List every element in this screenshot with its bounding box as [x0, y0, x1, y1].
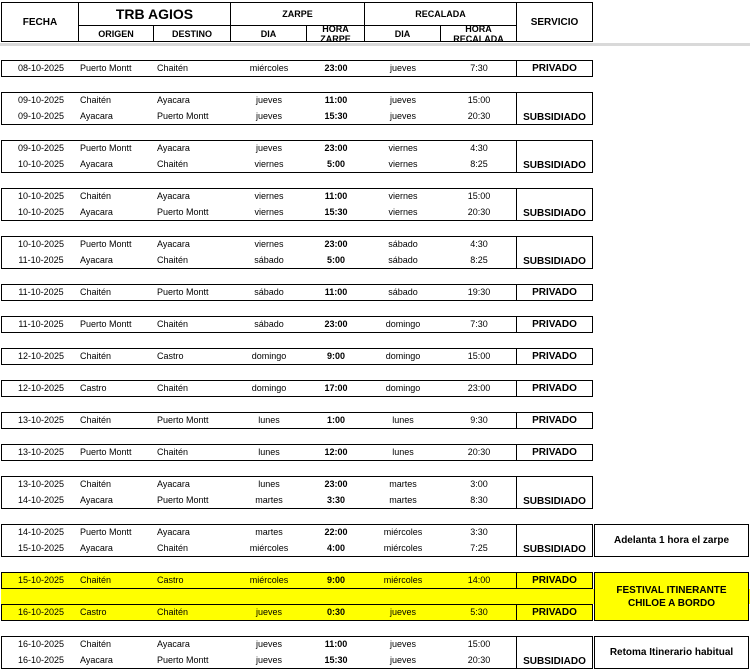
cell-fecha: 10-10-2025 — [17, 159, 65, 169]
cell-fecha: 16-10-2025 — [17, 655, 65, 665]
cell-recalada-dia: jueves — [389, 63, 416, 73]
cell-zarpe-hora: 23:00 — [324, 319, 348, 329]
cell-recalada-dia: lunes — [392, 447, 414, 457]
cell-zarpe-hora: 11:00 — [324, 95, 348, 105]
cell-origen: Chaitén — [80, 575, 112, 585]
cell-zarpe-dia: sábado — [254, 319, 284, 329]
cell-recalada-dia: viernes — [388, 191, 418, 201]
cell-fecha: 10-10-2025 — [17, 191, 65, 201]
cell-origen: Puerto Montt — [80, 527, 132, 537]
cell-fecha: 14-10-2025 — [17, 527, 65, 537]
cell-recalada-hora: 8:25 — [470, 159, 488, 169]
servicio-badge: SUBSIDIADO — [516, 92, 593, 125]
cell-fecha: 16-10-2025 — [17, 607, 65, 617]
cell-recalada-dia: miércoles — [383, 575, 423, 585]
cell-recalada-hora: 3:30 — [470, 527, 488, 537]
cell-recalada-hora: 9:30 — [470, 415, 488, 425]
servicio-badge: PRIVADO — [516, 60, 593, 77]
cell-origen: Ayacara — [80, 159, 113, 169]
cell-fecha: 16-10-2025 — [17, 639, 65, 649]
cell-recalada-hora: 7:25 — [470, 543, 488, 553]
cell-recalada-hora: 8:30 — [470, 495, 488, 505]
servicio-badge: PRIVADO — [516, 348, 593, 365]
cell-zarpe-hora: 11:00 — [324, 287, 348, 297]
cell-zarpe-hora: 5:00 — [326, 255, 345, 265]
cell-fecha: 10-10-2025 — [17, 207, 65, 217]
cell-zarpe-dia: miércoles — [249, 63, 289, 73]
cell-zarpe-hora: 15:30 — [324, 655, 348, 665]
cell-zarpe-dia: martes — [255, 527, 283, 537]
servicio-badge: PRIVADO — [516, 444, 593, 461]
cell-fecha: 09-10-2025 — [17, 111, 65, 121]
cell-zarpe-hora: 1:00 — [326, 415, 345, 425]
header-servicio-label: SERVICIO — [530, 16, 579, 28]
header-fecha — [1, 2, 79, 42]
servicio-badge: PRIVADO — [516, 284, 593, 301]
cell-origen: Chaitén — [80, 479, 112, 489]
cell-zarpe-hora: 15:30 — [324, 111, 348, 121]
cell-origen: Puerto Montt — [80, 239, 132, 249]
header-zarpe-hora — [306, 25, 365, 42]
cell-zarpe-dia: lunes — [258, 447, 280, 457]
cell-origen: Chaitén — [80, 639, 112, 649]
cell-fecha: 13-10-2025 — [17, 447, 65, 457]
header-fecha-label: FECHA — [22, 16, 58, 28]
cell-recalada-dia: sábado — [388, 255, 418, 265]
cell-recalada-hora: 15:00 — [467, 639, 491, 649]
header-recalada — [364, 2, 517, 26]
cell-zarpe-dia: martes — [255, 495, 283, 505]
cell-recalada-hora: 4:30 — [470, 143, 488, 153]
cell-recalada-dia: sábado — [388, 287, 418, 297]
header-zarpe — [230, 2, 365, 26]
cell-fecha: 09-10-2025 — [17, 95, 65, 105]
servicio-badge: SUBSIDIADO — [516, 188, 593, 221]
cell-fecha: 11-10-2025 — [18, 255, 64, 265]
cell-origen: Chaitén — [80, 351, 112, 361]
cell-zarpe-dia: jueves — [255, 143, 282, 153]
cell-recalada-hora: 19:30 — [467, 287, 491, 297]
cell-origen: Ayacara — [80, 543, 113, 553]
cell-zarpe-dia: lunes — [258, 479, 280, 489]
cell-recalada-dia: viernes — [388, 159, 418, 169]
cell-origen: Puerto Montt — [80, 63, 132, 73]
cell-destino: Ayacara — [157, 527, 190, 537]
cell-recalada-dia: viernes — [388, 143, 418, 153]
cell-recalada-dia: viernes — [388, 207, 418, 217]
header-separator — [0, 43, 750, 46]
cell-zarpe-hora: 3:30 — [326, 495, 345, 505]
cell-recalada-dia: jueves — [389, 95, 416, 105]
cell-fecha: 10-10-2025 — [17, 239, 65, 249]
cell-zarpe-hora: 0:30 — [326, 607, 345, 617]
cell-destino: Puerto Montt — [157, 495, 209, 505]
header-servicio — [516, 2, 593, 42]
cell-recalada-dia: sábado — [388, 239, 418, 249]
servicio-badge: SUBSIDIADO — [516, 140, 593, 173]
header-destino-label: DESTINO — [171, 28, 212, 39]
header-zarpe-hora-label: HORA ZARPE — [320, 23, 351, 44]
cell-fecha: 13-10-2025 — [17, 479, 65, 489]
cell-destino: Ayacara — [157, 479, 190, 489]
cell-recalada-hora: 20:30 — [467, 447, 491, 457]
cell-recalada-hora: 8:25 — [470, 255, 488, 265]
cell-zarpe-dia: domingo — [251, 351, 287, 361]
cell-origen: Puerto Montt — [80, 319, 132, 329]
servicio-badge: PRIVADO — [516, 604, 593, 621]
cell-origen: Chaitén — [80, 415, 112, 425]
header-destino — [153, 25, 231, 42]
servicio-badge: SUBSIDIADO — [516, 476, 593, 509]
cell-zarpe-dia: domingo — [251, 383, 287, 393]
cell-recalada-dia: domingo — [385, 351, 421, 361]
cell-zarpe-hora: 11:00 — [324, 191, 348, 201]
header-zarpe-dia-label: DIA — [260, 28, 277, 39]
cell-recalada-dia: jueves — [389, 655, 416, 665]
cell-zarpe-hora: 9:00 — [326, 351, 345, 361]
servicio-badge: SUBSIDIADO — [516, 236, 593, 269]
cell-origen: Chaitén — [80, 191, 112, 201]
servicio-badge: PRIVADO — [516, 412, 593, 429]
cell-destino: Puerto Montt — [157, 207, 209, 217]
cell-zarpe-dia: viernes — [254, 159, 284, 169]
cell-zarpe-dia: jueves — [255, 95, 282, 105]
cell-destino: Chaitén — [157, 63, 189, 73]
side-note: Retoma Itinerario habitual — [594, 636, 749, 669]
cell-recalada-dia: lunes — [392, 415, 414, 425]
cell-origen: Castro — [80, 607, 107, 617]
cell-origen: Ayacara — [80, 655, 113, 665]
cell-zarpe-dia: miércoles — [249, 543, 289, 553]
cell-recalada-hora: 14:00 — [467, 575, 491, 585]
header-recalada-dia-label: DIA — [394, 28, 411, 39]
cell-recalada-hora: 15:00 — [467, 191, 491, 201]
cell-zarpe-dia: jueves — [255, 655, 282, 665]
cell-fecha: 14-10-2025 — [17, 495, 65, 505]
cell-destino: Ayacara — [157, 239, 190, 249]
header-title — [78, 2, 231, 26]
cell-zarpe-dia: jueves — [255, 111, 282, 121]
cell-zarpe-dia: viernes — [254, 239, 284, 249]
cell-destino: Chaitén — [157, 447, 189, 457]
cell-destino: Chaitén — [157, 159, 189, 169]
header-zarpe-label: ZARPE — [282, 9, 313, 19]
cell-fecha: 11-10-2025 — [18, 319, 64, 329]
cell-zarpe-dia: sábado — [254, 287, 284, 297]
cell-recalada-hora: 7:30 — [470, 319, 488, 329]
cell-zarpe-dia: viernes — [254, 191, 284, 201]
cell-recalada-hora: 3:00 — [470, 479, 488, 489]
cell-fecha: 15-10-2025 — [17, 575, 65, 585]
cell-origen: Ayacara — [80, 255, 113, 265]
cell-zarpe-hora: 23:00 — [324, 479, 348, 489]
servicio-badge: SUBSIDIADO — [516, 524, 593, 557]
servicio-badge: PRIVADO — [516, 316, 593, 333]
cell-zarpe-dia: lunes — [258, 415, 280, 425]
cell-zarpe-hora: 23:00 — [324, 63, 348, 73]
servicio-badge: PRIVADO — [516, 380, 593, 397]
cell-zarpe-hora: 23:00 — [324, 143, 348, 153]
cell-zarpe-hora: 22:00 — [324, 527, 348, 537]
cell-recalada-dia: jueves — [389, 639, 416, 649]
cell-zarpe-hora: 15:30 — [324, 207, 348, 217]
cell-destino: Chaitén — [157, 607, 189, 617]
cell-recalada-hora: 7:30 — [470, 63, 488, 73]
cell-recalada-hora: 15:00 — [467, 95, 491, 105]
cell-zarpe-hora: 11:00 — [324, 639, 348, 649]
header-zarpe-dia — [230, 25, 307, 42]
header-origen-label: ORIGEN — [98, 28, 134, 39]
cell-zarpe-hora: 9:00 — [326, 575, 345, 585]
cell-recalada-dia: domingo — [385, 383, 421, 393]
header-recalada-hora-label: HORA RECALADA — [453, 23, 504, 44]
cell-recalada-hora: 4:30 — [470, 239, 488, 249]
cell-zarpe-dia: jueves — [255, 607, 282, 617]
cell-recalada-dia: jueves — [389, 607, 416, 617]
cell-origen: Castro — [80, 383, 107, 393]
cell-recalada-hora: 23:00 — [467, 383, 491, 393]
cell-destino: Castro — [157, 351, 184, 361]
header-origen — [78, 25, 154, 42]
cell-zarpe-dia: miércoles — [249, 575, 289, 585]
cell-destino: Puerto Montt — [157, 655, 209, 665]
side-note: FESTIVAL ITINERANTE CHILOE A BORDO — [594, 572, 749, 621]
cell-recalada-dia: miércoles — [383, 543, 423, 553]
cell-origen: Chaitén — [80, 95, 112, 105]
cell-fecha: 08-10-2025 — [17, 63, 65, 73]
cell-destino: Ayacara — [157, 95, 190, 105]
cell-origen: Puerto Montt — [80, 143, 132, 153]
cell-origen: Chaitén — [80, 287, 112, 297]
cell-recalada-hora: 15:00 — [467, 351, 491, 361]
cell-destino: Ayacara — [157, 639, 190, 649]
cell-zarpe-dia: jueves — [255, 639, 282, 649]
cell-recalada-dia: miércoles — [383, 527, 423, 537]
cell-zarpe-hora: 4:00 — [326, 543, 345, 553]
side-note: Adelanta 1 hora el zarpe — [594, 524, 749, 557]
cell-destino: Chaitén — [157, 319, 189, 329]
cell-fecha: 12-10-2025 — [17, 383, 65, 393]
cell-destino: Castro — [157, 575, 184, 585]
cell-origen: Puerto Montt — [80, 447, 132, 457]
cell-zarpe-hora: 17:00 — [324, 383, 348, 393]
cell-zarpe-dia: sábado — [254, 255, 284, 265]
cell-recalada-hora: 20:30 — [467, 111, 491, 121]
cell-destino: Chaitén — [157, 255, 189, 265]
cell-recalada-hora: 20:30 — [467, 655, 491, 665]
cell-origen: Ayacara — [80, 495, 113, 505]
header-recalada-dia — [364, 25, 441, 42]
cell-recalada-dia: martes — [389, 479, 417, 489]
cell-origen: Ayacara — [80, 111, 113, 121]
cell-zarpe-hora: 12:00 — [324, 447, 348, 457]
header-recalada-hora — [440, 25, 517, 42]
cell-recalada-dia: domingo — [385, 319, 421, 329]
cell-destino: Puerto Montt — [157, 287, 209, 297]
cell-recalada-dia: martes — [389, 495, 417, 505]
header-recalada-label: RECALADA — [415, 9, 466, 19]
cell-fecha: 09-10-2025 — [17, 143, 65, 153]
cell-destino: Chaitén — [157, 383, 189, 393]
cell-recalada-hora: 20:30 — [467, 207, 491, 217]
cell-recalada-dia: jueves — [389, 111, 416, 121]
cell-destino: Ayacara — [157, 143, 190, 153]
cell-destino: Puerto Montt — [157, 111, 209, 121]
cell-origen: Ayacara — [80, 207, 113, 217]
cell-zarpe-hora: 5:00 — [326, 159, 345, 169]
cell-fecha: 15-10-2025 — [17, 543, 65, 553]
cell-destino: Puerto Montt — [157, 415, 209, 425]
cell-fecha: 12-10-2025 — [17, 351, 65, 361]
cell-fecha: 13-10-2025 — [17, 415, 65, 425]
cell-recalada-hora: 5:30 — [470, 607, 488, 617]
servicio-badge: SUBSIDIADO — [516, 636, 593, 669]
cell-zarpe-dia: viernes — [254, 207, 284, 217]
cell-fecha: 11-10-2025 — [18, 287, 64, 297]
cell-destino: Chaitén — [157, 543, 189, 553]
cell-destino: Ayacara — [157, 191, 190, 201]
servicio-badge: PRIVADO — [516, 572, 593, 589]
header-title-label: TRB AGIOS — [115, 6, 194, 22]
cell-zarpe-hora: 23:00 — [324, 239, 348, 249]
